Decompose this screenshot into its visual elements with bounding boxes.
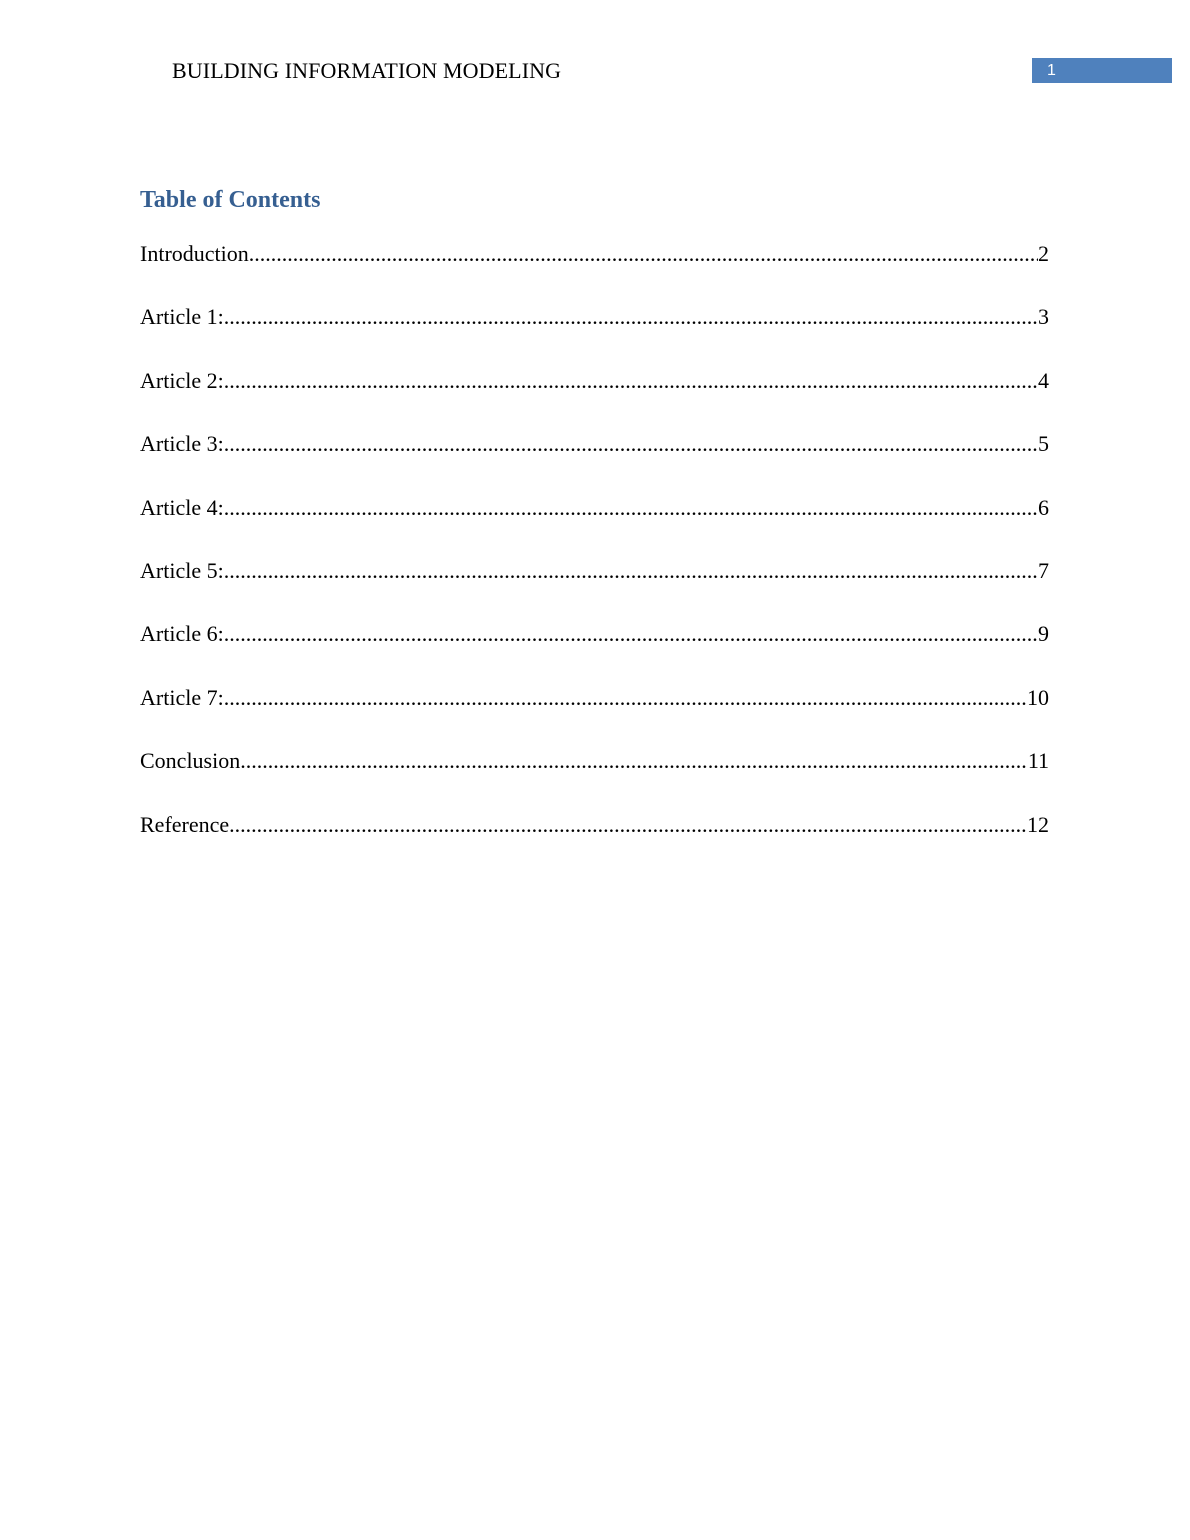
toc-entry-article-5[interactable]: [140, 557, 1049, 620]
toc-entry-label: Article 1:: [140, 304, 224, 330]
toc-dot-leader: [224, 303, 1038, 331]
toc-dot-leader: [224, 494, 1038, 522]
toc-entry-label: Article 7:: [140, 684, 224, 710]
toc-list: [140, 240, 1049, 874]
toc-entry-label: Reference: [140, 811, 230, 837]
toc-entry-label: Article 3:: [140, 431, 224, 457]
toc-entry-article-2[interactable]: [140, 367, 1049, 430]
toc-entry-label: Article 4:: [140, 494, 224, 520]
toc-dot-leader: [224, 557, 1038, 585]
toc-entry-page: 11: [1027, 748, 1049, 774]
toc-entry-label: Article 6:: [140, 621, 224, 647]
toc-entry-article-7[interactable]: [140, 684, 1049, 747]
toc-entry-article-3[interactable]: [140, 430, 1049, 493]
toc-entry-page: 9: [1038, 621, 1049, 647]
toc-entry-label: Article 2:: [140, 367, 224, 393]
toc-entry-article-6[interactable]: [140, 620, 1049, 683]
toc-entry-page: 7: [1038, 557, 1049, 583]
toc-entry-label: Introduction: [140, 241, 249, 266]
toc-entry-page: 2: [1038, 241, 1049, 266]
toc-dot-leader: [224, 367, 1038, 395]
toc-entry-page: 12: [1027, 811, 1049, 837]
page-number-badge: [1032, 58, 1172, 83]
toc-entry-label: Article 5:: [140, 557, 224, 583]
page-number: 1: [1047, 62, 1056, 79]
toc-entry-introduction[interactable]: [140, 240, 1049, 303]
toc-entry-article-4[interactable]: [140, 494, 1049, 557]
toc-dot-leader: [224, 684, 1027, 712]
toc-entry-page: 4: [1038, 367, 1049, 393]
toc-dot-leader: [240, 747, 1028, 775]
toc-entry-conclusion[interactable]: [140, 747, 1049, 810]
toc-dot-leader: [224, 620, 1038, 648]
running-header-title: BUILDING INFORMATION MODELING: [172, 58, 562, 83]
toc-dot-leader: [249, 240, 1038, 268]
toc-entry-page: 5: [1038, 431, 1049, 457]
toc-dot-leader: [229, 811, 1027, 839]
toc-entry-article-1[interactable]: [140, 303, 1049, 366]
toc-entry-page: 6: [1038, 494, 1049, 520]
toc-entry-label: Conclusion: [140, 748, 241, 774]
toc-entry-page: 3: [1038, 304, 1049, 330]
toc-heading: Table of Contents: [140, 187, 321, 213]
toc-entry-page: 10: [1027, 684, 1049, 710]
toc-entry-reference[interactable]: [140, 811, 1049, 874]
toc-dot-leader: [224, 430, 1038, 458]
